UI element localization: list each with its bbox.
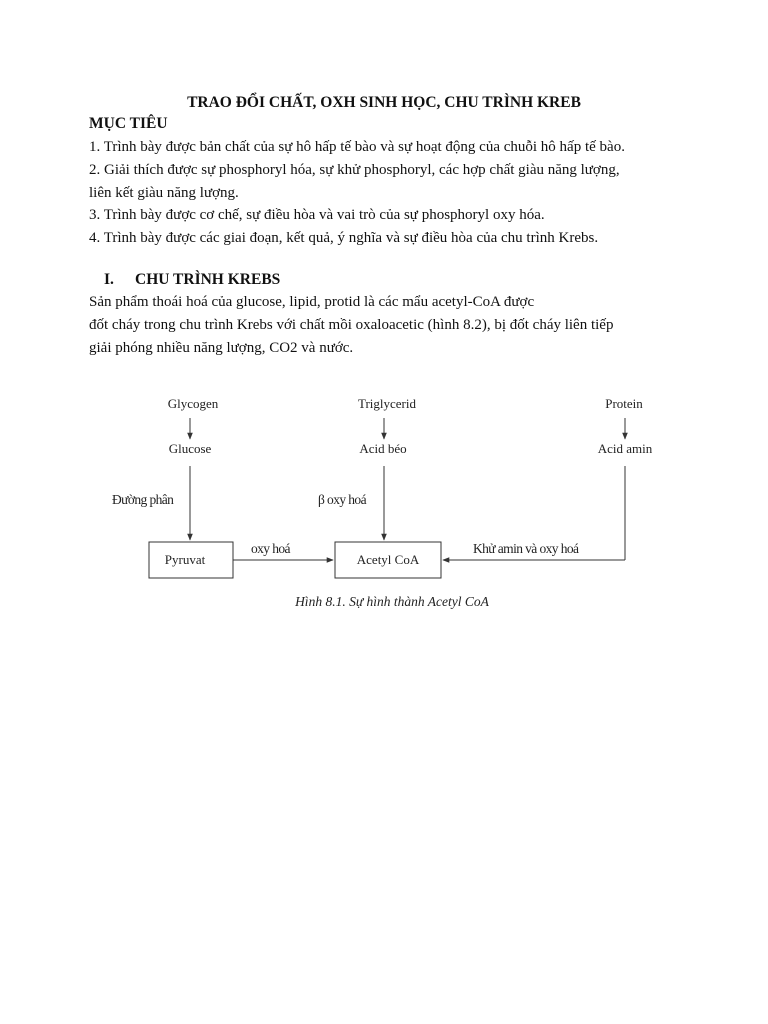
label-khu-amin: Khử amin và oxy hoá [473,541,579,556]
acetyl-coa-diagram [0,380,768,620]
page-title: TRAO ĐỔI CHẤT, OXH SINH HỌC, CHU TRÌNH KREB [187,94,581,111]
intermediate-glucose: Glucose [168,441,212,456]
objective-line: liên kết giàu năng lượng. [89,185,239,201]
intermediate-acid-beo: Acid béo [359,441,407,456]
label-oxy-hoa: oxy hoá [251,541,290,556]
objective-line: 2. Giải thích được sự phosphoryl hóa, sự khử phosphoryl, các hợp chất giàu năng lượng, [89,162,620,178]
section-heading: CHU TRÌNH KREBS [135,271,281,288]
box-acetyl-coa-label: Acetyl CoA [356,552,420,567]
objectives-heading: MỤC TIÊU [89,115,168,132]
intermediate-acid-amin: Acid amin [597,441,653,456]
figure-caption: Hình 8.1. Sự hình thành Acetyl CoA [295,594,489,609]
section-number: I. [104,271,114,288]
paragraph-line: giải phóng nhiều năng lượng, CO2 và nước. [89,340,354,356]
label-duong-phan: Đường phân [112,492,174,507]
box-pyruvat-label: Pyruvat [164,552,206,567]
objective-line: 4. Trình bày được các giai đoạn, kết quả, ý nghĩa và sự điều hòa của chu trình Krebs. [89,230,599,246]
objective-line: 3. Trình bày được cơ chế, sự điều hòa và vai trò của sự phosphoryl oxy hóa. [89,207,545,223]
source-glycogen: Glycogen [167,396,219,411]
paragraph-line: đốt cháy trong chu trình Krebs với chất mồi oxaloacetic (hình 8.2), bị đốt cháy liên tiếp [89,317,614,333]
source-protein: Protein [605,396,643,411]
source-triglycerid: Triglycerid [357,396,417,411]
objective-line: 1. Trình bày được bản chất của sự hô hấp tế bào và sự hoạt động của chuỗi hô hấp tế bào. [89,139,625,155]
paragraph-line: Sản phẩm thoái hoá của glucose, lipid, protid là các mẩu acetyl-CoA được [89,294,535,310]
label-beta-oxy-hoa: β oxy hoá [318,492,366,507]
